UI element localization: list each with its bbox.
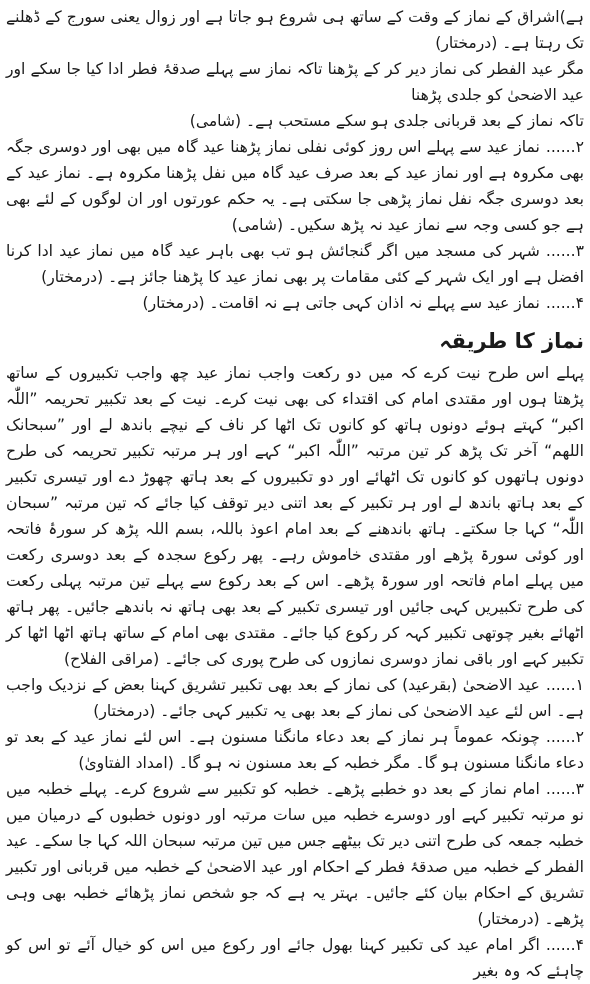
rule-number: ۲...... [545,728,584,746]
rule-item [6,672,584,724]
rule-text: امام نماز کے بعد دو خطبے پڑھے۔ خطبہ کو تکبیر سے شروع کرے۔ پہلے خطبہ میں نو مرتبہ تکبیر کہے اور دوسرے خطبہ میں سات مرتبہ اور دونوں خطبوں کے درمیان میں خطبہ جمعہ کی طرح اتنی دیر تک بیٹھے جس میں تین مرتبہ سبحان اللہ کہا جا سکے۔ عید الفطر کے خطبہ میں صدقۂ فطر کے احکام اور عید الاضحیٰ کے خطبہ میں قربانی اور تکبیر تشریق کے احکام بیان کئے جائیں۔ بہتر یہ ہے کہ جو شخص نماز پڑھائے خطبہ بھی وہی پڑھے۔ (درمختار) [6,780,584,928]
rule-text: شہر کی مسجد میں اگر گنجائش ہو تب بھی باہر عید گاہ میں نماز عید ادا کرنا افضل ہے اور ایک شہر کے کئی مقامات پر بھی نماز عید کا پڑھنا جائز ہے۔ (درمختار) [6,242,584,286]
section-heading: نماز کا طریقہ [439,329,584,353]
rule-number: ۲...... [545,138,584,156]
intro-paragraph [6,4,584,134]
rule-text: چونکہ عموماً ہر نماز کے بعد دعاء مانگنا مسنون ہے۔ اس لئے نماز عید کے بعد تو دعاء مانگنا مسنون ہو گا۔ مگر خطبہ کے بعد مسنون نہ ہو گا۔ (امداد الفتاویٰ) [6,728,584,772]
rule-number: ۳...... [545,780,584,798]
rule-text: عید الاضحیٰ (بقرعید) کی نماز کے بعد بھی تکبیر تشریق کہنا بعض کے نزدیک واجب ہے۔ اس لئے عید الاضحیٰ کی نماز کے بعد بھی یہ تکبیر کہی جائے۔ (درمختار) [6,676,584,720]
rule-text: نماز عید سے پہلے اس روز کوئی نفلی نماز پڑھنا عید گاہ میں بھی اور دوسری جگہ بھی مکروہ ہے اور نماز عید کے بعد صرف عید گاہ میں نفل پڑھنا مکروہ ہے۔ نماز عید کے بعد دوسری جگہ نفل نماز پڑھی جا سکتی ہے۔ یہ حکم عورتوں اور ان لوگوں کے لئے بھی ہے جو کسی وجہ سے نماز عید نہ پڑھ سکیں۔ (شامی) [6,138,584,234]
rule-number: ۴...... [545,936,584,954]
rule-number: ۴...... [545,294,584,312]
rule-item [6,238,584,290]
intro-line: تاکہ نماز کے بعد قربانی جلدی ہو سکے مستحب ہے۔ (شامی) [189,112,584,130]
rule-number: ۳...... [545,242,584,260]
rule-item [6,134,584,238]
rule-item [6,776,584,932]
intro-line: ہے)اشراق کے نماز کے وقت کے ساتھ ہی شروع ہو جاتا ہے اور زوال یعنی سورج کے ڈھلنے تک رہتا ہے۔ (درمختار) [6,8,584,52]
rule-text: نماز عید سے پہلے نہ اذان کہی جاتی ہے نہ اقامت۔ (درمختار) [142,294,540,312]
rule-number: ۱...... [545,676,584,694]
rule-item [6,290,584,316]
rule-item [6,724,584,776]
intro-line: مگر عید الفطر کی نماز دیر کر کے پڑھنا تاکہ نماز سے پہلے صدقۂ فطر ادا کیا جا سکے اور عید الاضحیٰ کو جلدی پڑھنا [6,60,584,104]
method-paragraph: پہلے اس طرح نیت کرے کہ میں دو رکعت واجب نماز عید چھ واجب تکبیروں کے ساتھ پڑھتا ہوں اور مقتدی امام کی اقتداء کی بھی نیت کرے۔ نیت کے بعد تکبیر تحریمہ ”اللّٰہ اکبر“ کہتے ہوئے دونوں ہاتھ کو کانوں تک اٹھا کر ناف کے نیچے باندھ لے اور ”سبحانک اللھم“ آخر تک پڑھ کر تین مرتبہ ”اللّٰہ اکبر“ کہے اور ہر مرتبہ تکبیر تحریمہ کی طرح دونوں ہاتھوں کو کانوں تک اٹھائے اور دو تکبیروں کے بعد ہاتھ چھوڑ دے اور تیسری تکبیر کے بعد ہاتھ باندھ لے اور ہر تکبیر کے بعد اتنی دیر توقف کیا جائے کہ تین مرتبہ ”سبحان اللّٰہ“ کہا جا سکتے۔ ہاتھ باندھنے کے بعد امام اعوذ باللہ، بسم اللہ پڑھ کر سورۂ فاتحہ اور کوئی سورۃ پڑھے اور مقتدی خاموش رہے۔ پھر رکوع سجدہ کے بعد دوسری رکعت میں پہلے امام فاتحہ اور سورۃ پڑھے۔ اس کے بعد رکوع سے پہلے تین مرتبہ پہلی رکعت کی طرح تکبیریں کہی جائیں اور تیسری تکبیر کے بعد بھی ہاتھ نہ باندھے جائیں۔ پھر ہاتھ اٹھائے بغیر چوتھی تکبیر کہہ کر رکوع کیا جائے۔ مقتدی بھی امام کے ساتھ ہاتھ اٹھا اٹھا کر تکبیر کہے اور باقی نماز دوسری نمازوں کی طرح پوری کی جائے۔ (مراقی الفلاح) [6,364,584,668]
rule-item [6,932,584,984]
rule-text: اگر امام عید کی تکبیر کہنا بھول جائے اور رکوع میں اس کو خیال آئے تو اس کو چاہئے کہ وہ بغیر [6,936,584,980]
